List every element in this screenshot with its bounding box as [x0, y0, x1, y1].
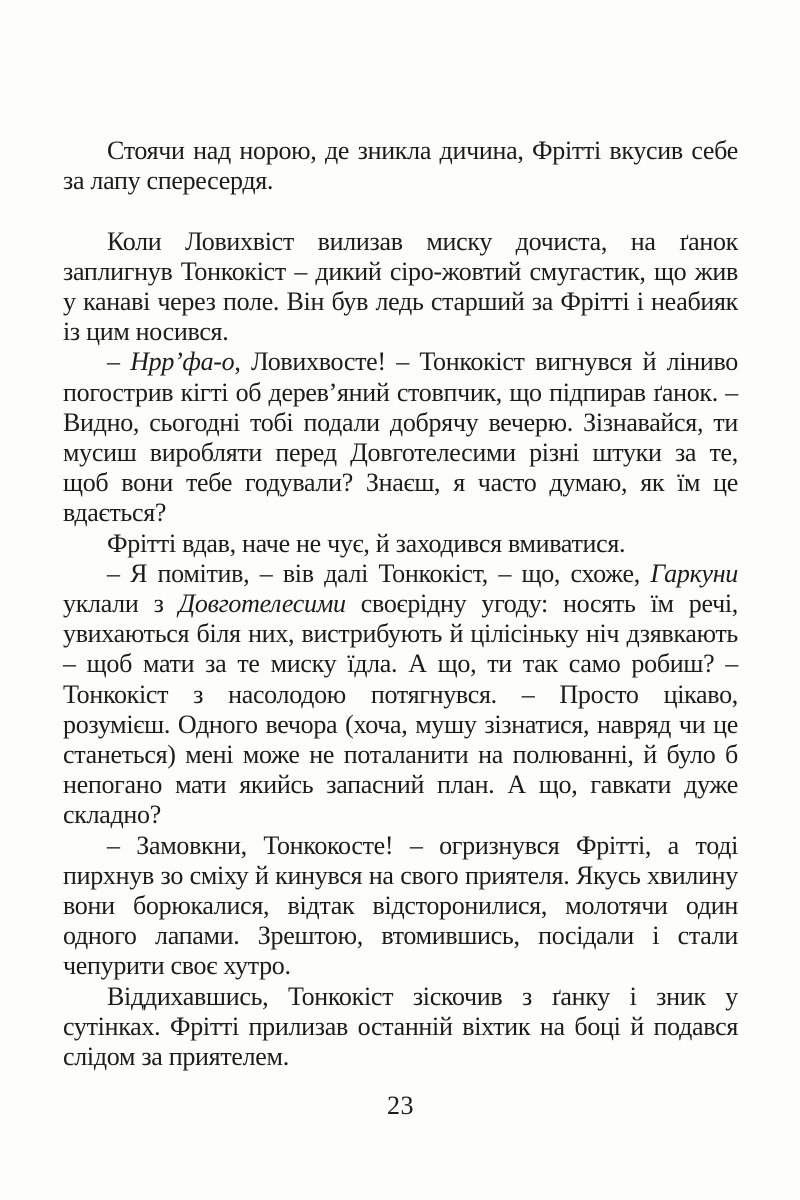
text-segment: Нрр’фа-о: [130, 347, 235, 377]
text-segment: своєрідну угоду: носять їм речі, увихаються біля них, вистрибують й цілісіньку ніч дзявкають – щоб мати за те миску їдла. А що, ти так само робиш? – Тонкокіст з насолодою потягнувся. – Просто цікаво, розумієш. Одного вечора (хоча, мушу зізнатися, навряд чи це станеться) мені може не поталанити на полюванні, й було б непогано мати якийсь запасний план. А що, гавкати дуже складно?: [63, 589, 738, 830]
paragraph-p1: [63, 136, 738, 196]
paragraph-p7: [63, 982, 738, 1073]
text-segment: Гаркуни: [650, 558, 738, 588]
text-segment: –: [107, 347, 131, 377]
paragraph-p6: [63, 831, 738, 982]
page-number: 23: [387, 1091, 414, 1120]
text-segment: , Ловихвосте! – Тонкокіст вигнувся й ліниво погострив кігті об дерев’яний стовпчик, що підпирав ґанок. – Видно, сьогодні тобі подали добрячу вечерю. Зізнавайся, ти мусиш виробляти перед Довготелесими різні штуки за те, щоб вони тебе годували? Знаєш, я часто думаю, як їм це вдається?: [63, 347, 738, 528]
paragraph-p2: [63, 227, 738, 348]
paragraph-p4: [63, 529, 738, 559]
text-segment: – Я помітив, – вів далі Тонкокіст, – що, схоже,: [107, 558, 651, 588]
paragraph-p5: [63, 559, 738, 831]
text-segment: Коли Ловихвіст вилизав миску дочиста, на ґанок заплигнув Тонкокіст – дикий сіро-жовтий смугастик, що жив у канаві через поле. Він був ледь старший за Фрітті і неабияк із цим носився.: [63, 226, 738, 347]
text-segment: Фрітті вдав, наче не чує, й заходився вмиватися.: [107, 528, 626, 558]
text-segment: уклали з: [63, 589, 179, 619]
text-segment: Довготелесими: [178, 589, 346, 619]
paragraph-p3: [63, 347, 738, 528]
text-segment: Віддихавшись, Тонкокіст зіскочив з ґанку і зник у сутінках. Фрітті прилизав останній віхтик на боці й подався слідом за приятелем.: [63, 981, 738, 1072]
text-segment: Стоячи над норою, де зникла дичина, Фрітті вкусив себе за лапу спересердя.: [63, 136, 738, 196]
text-segment: – Замовкни, Тонкокосте! – огризнувся Фрітті, а тоді пирхнув зо сміху й кинувся на свого приятеля. Якусь хвилину вони борюкалися, відтак відсторонилися, молотячи один одного лапами. Зрештою, втомившись, посідали і стали чепурити своє хутро.: [63, 830, 738, 981]
text-block: [63, 136, 738, 1072]
